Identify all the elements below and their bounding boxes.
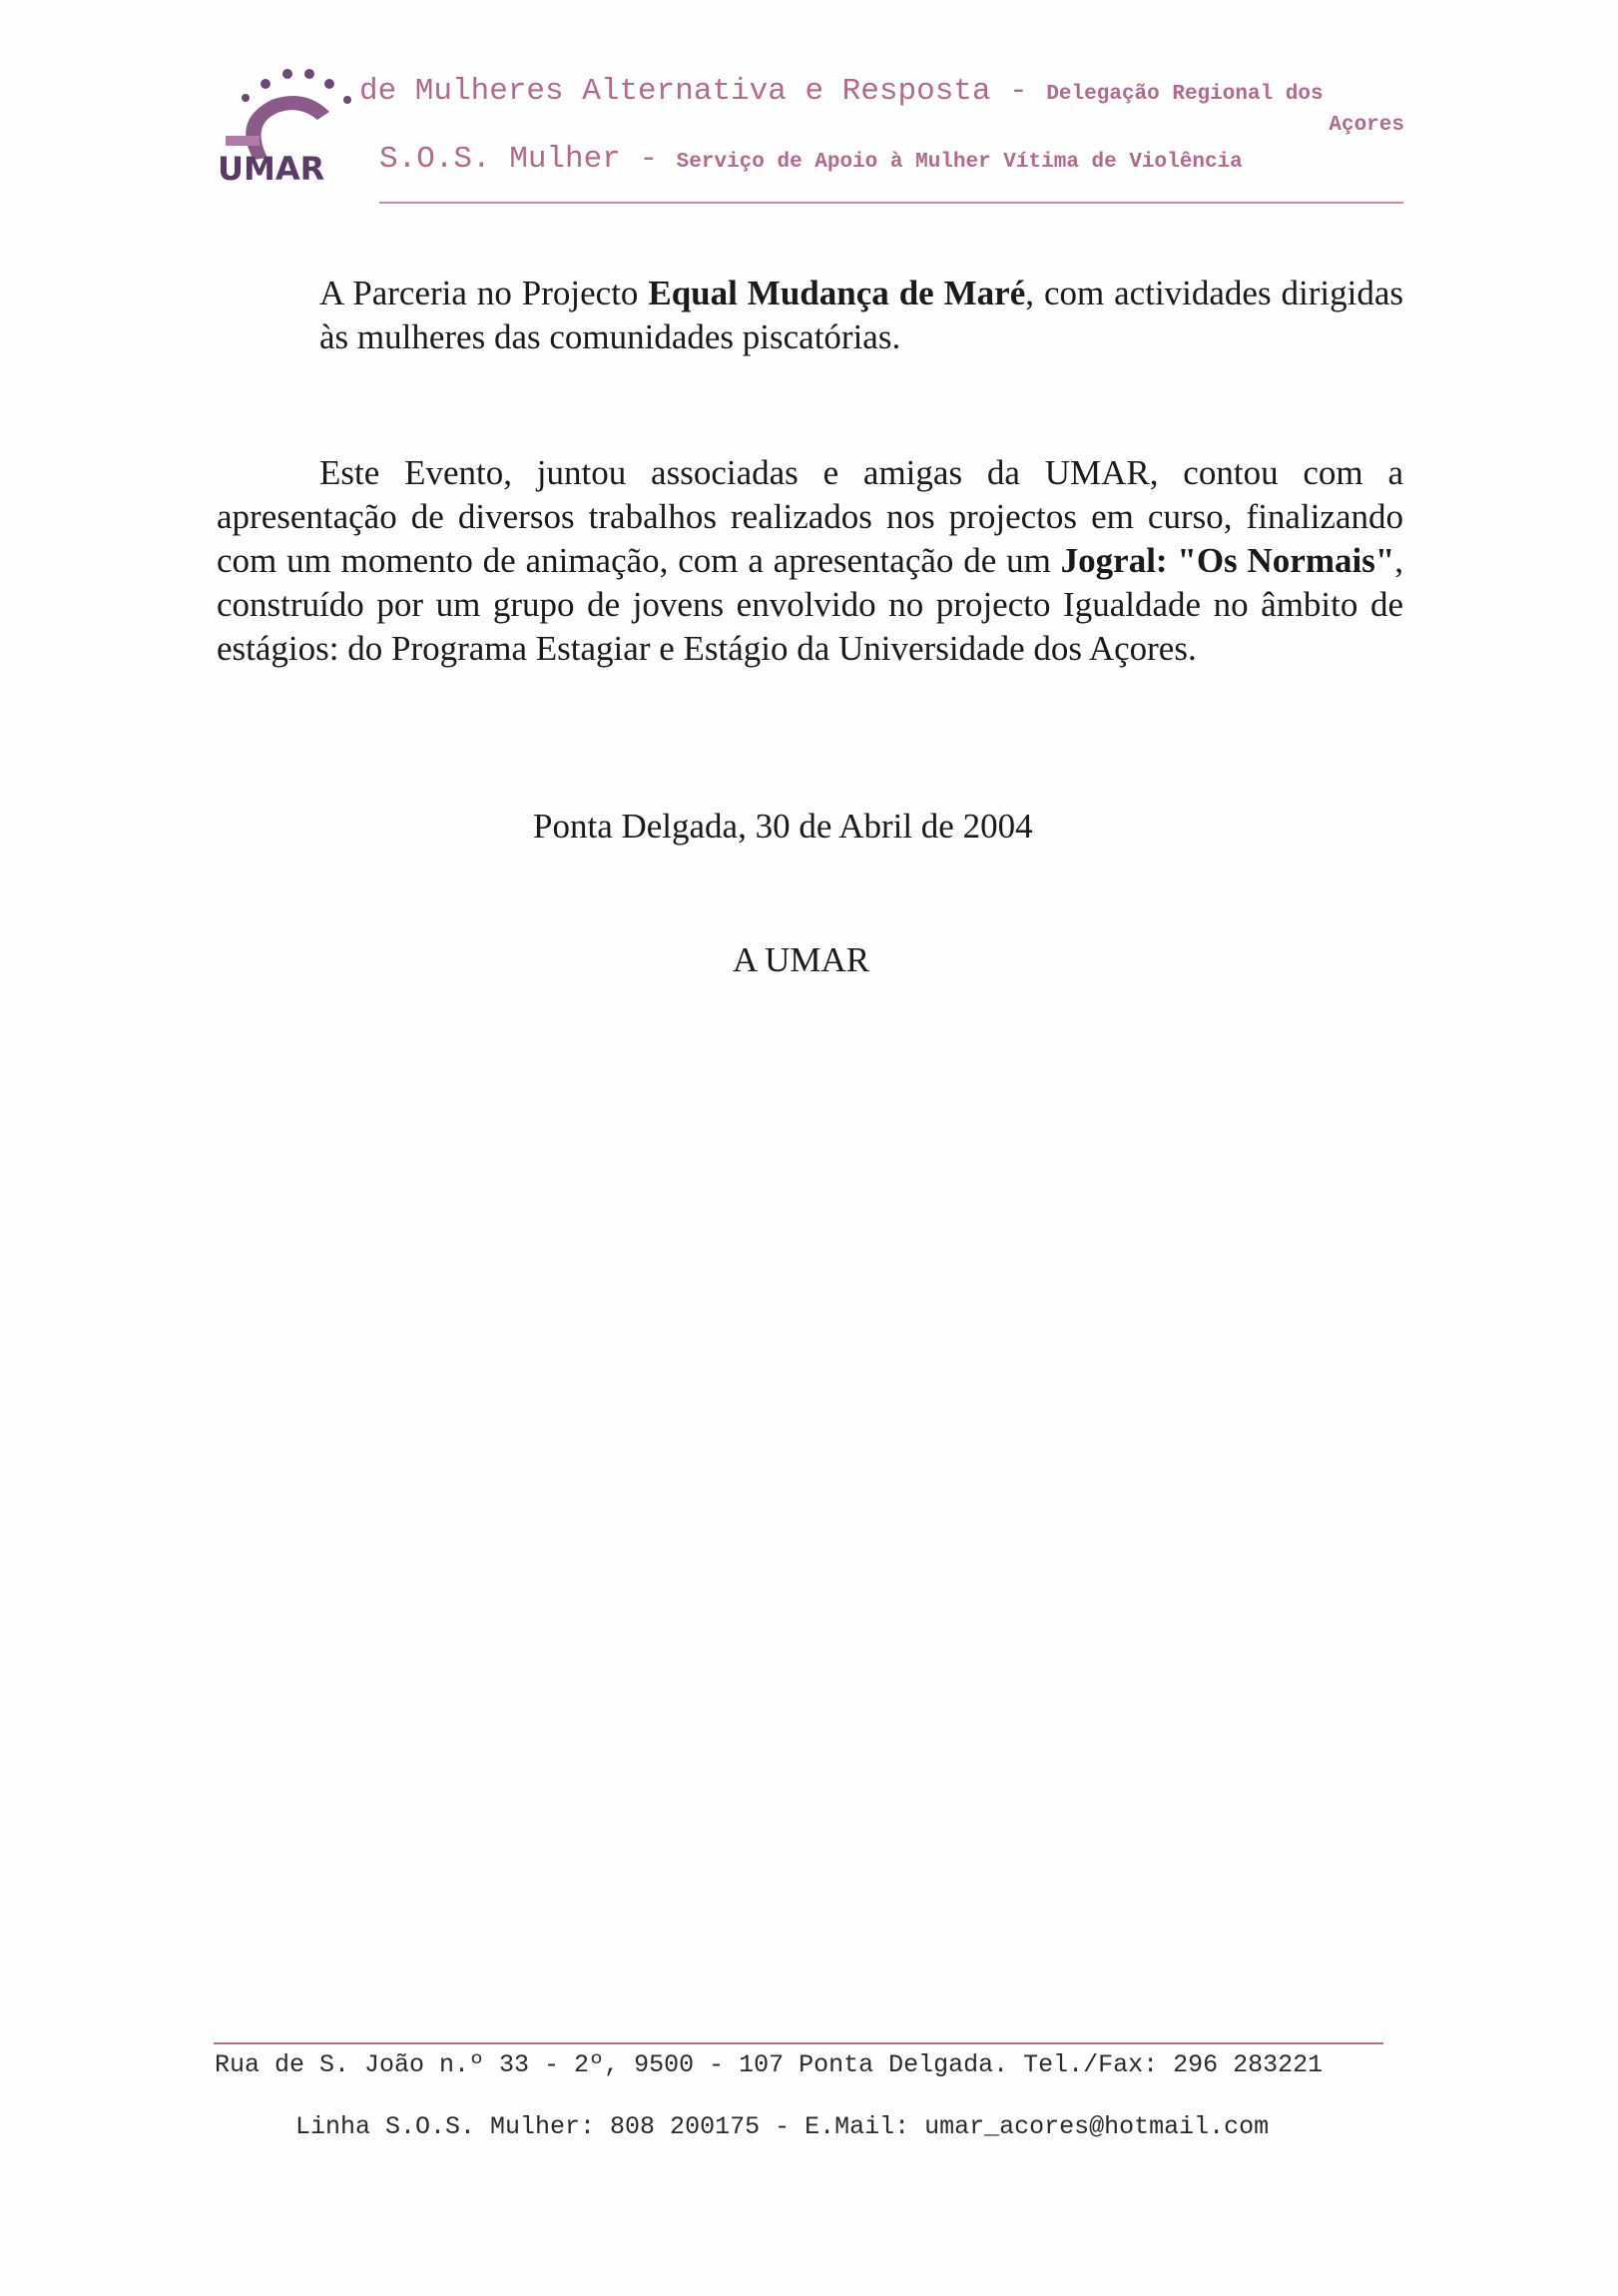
place-date: Ponta Delgada, 30 de Abril de 2004 — [533, 807, 1033, 846]
header-service-name: S.O.S. Mulher — [379, 142, 621, 177]
paragraph-event: Este Evento, juntou associadas e amigas da UMAR, contou com a apresentação de diversos trabalhos realizados nos projectos em curso, finalizando com um momento de animação, com a apresentação de um Jogral: "Os Normais", construído por um grupo de jovens envolvido no projecto Igualdade no âmbito de estágios: do Programa Estagiar e Estágio da Universidade dos Açores. — [217, 453, 1404, 668]
paragraph-partnership: A Parceria no Projecto Equal Mudança de Maré, com actividades dirigidas às mulheres das comunidades piscatórias. — [319, 274, 1403, 356]
footer-contact: Linha S.O.S. Mulher: 808 200175 - E.Mail: umar_acores@hotmail.com — [295, 2112, 1270, 2141]
header-delegation-cont: Açores — [1329, 114, 1404, 137]
header-service-desc: Serviço de Apoio à Mulher Vítima de Violência — [676, 151, 1243, 174]
footer-address: Rua de S. João n.º 33 - 2º, 9500 - 107 Ponta Delgada. Tel./Fax: 296 283221 — [215, 2050, 1324, 2079]
header-line-2: S.O.S. Mulher - Serviço de Apoio à Mulher Vítima de Violência — [379, 142, 1243, 177]
header-association-name: de Mulheres Alternativa e Resposta — [359, 74, 991, 109]
jogral-title: Jogral: "Os Normais" — [1060, 541, 1395, 580]
svg-text:UMAR: UMAR — [218, 150, 325, 188]
header-divider — [379, 202, 1403, 204]
project-name: Equal Mudança de Maré — [648, 274, 1026, 312]
footer-divider — [214, 2042, 1383, 2044]
header-line-1: de Mulheres Alternativa e Resposta - Delegação Regional dos — [359, 74, 1324, 109]
header-delegation: Delegação Regional dos — [1046, 83, 1324, 106]
signature: A UMAR — [733, 940, 870, 979]
